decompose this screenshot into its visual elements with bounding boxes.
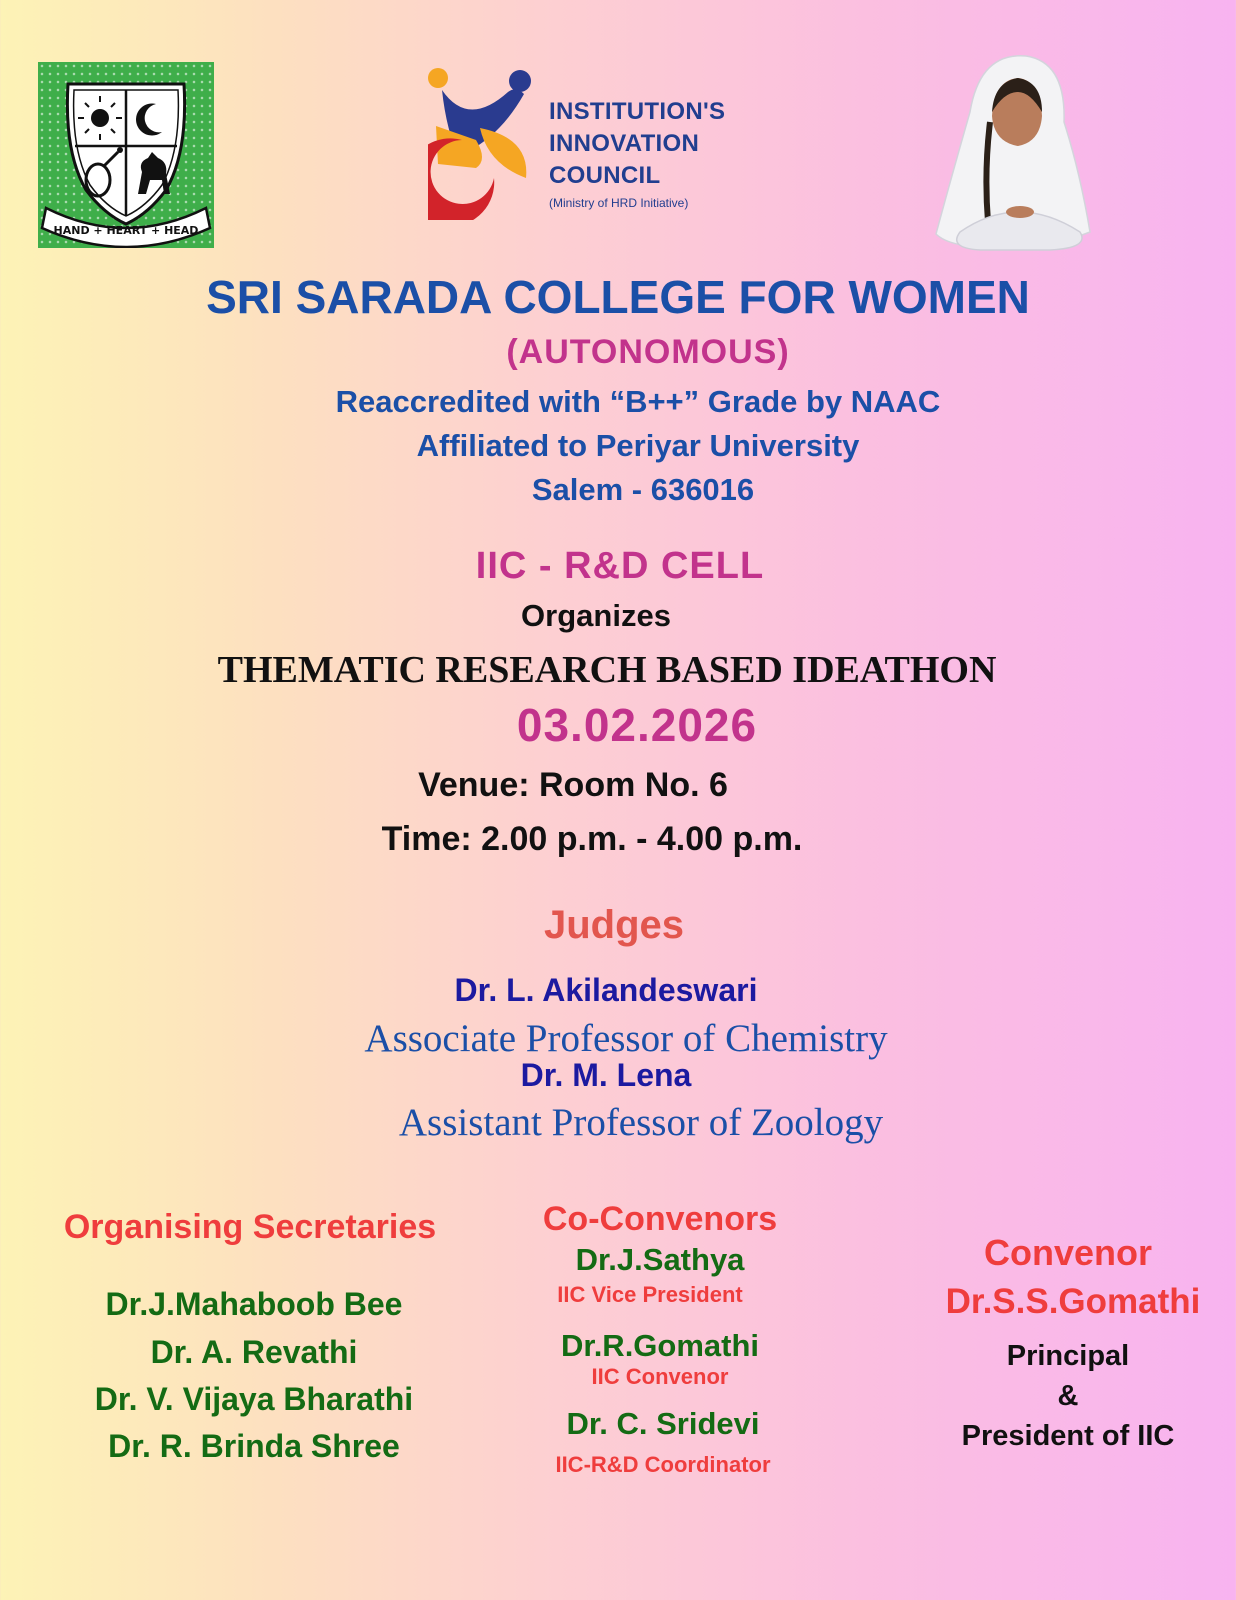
- convenor-role-principal: Principal: [1006, 1340, 1130, 1372]
- shield-icon: [38, 62, 214, 248]
- college-name: SRI SARADA COLLEGE FOR WOMEN: [206, 271, 1030, 323]
- judge-role-1: Associate Professor of Chemistry: [364, 1017, 888, 1060]
- iic-logo-icon: [428, 68, 538, 220]
- co-convenor-role-3: IIC-R&D Coordinator: [555, 1452, 771, 1477]
- organising-secretaries-heading: Organising Secretaries: [63, 1208, 437, 1246]
- affiliation-text: Affiliated to Periyar University: [416, 428, 860, 463]
- judges-heading: Judges: [543, 903, 685, 947]
- person-icon: [930, 52, 1106, 252]
- co-convenor-name-2: Dr.R.Gomathi: [560, 1328, 760, 1363]
- iic-line-1: INSTITUTION'S: [549, 98, 726, 125]
- iic-logo: [428, 68, 538, 220]
- event-venue: Venue: Room No. 6: [418, 766, 728, 804]
- convenor-heading: Convenor: [983, 1232, 1152, 1273]
- judge-name-1: Dr. L. Akilandeswari: [454, 972, 758, 1008]
- secretary-name-1: Dr.J.Mahaboob Bee: [105, 1286, 403, 1322]
- judge-role-2: Assistant Professor of Zoology: [398, 1101, 884, 1144]
- location-text: Salem - 636016: [531, 472, 755, 507]
- co-convenor-role-2: IIC Convenor: [591, 1364, 729, 1389]
- secretary-name-4: Dr. R. Brinda Shree: [108, 1428, 400, 1464]
- event-date: 03.02.2026: [516, 699, 758, 751]
- organizes-label: Organizes: [521, 598, 671, 633]
- autonomous-label: (AUTONOMOUS): [506, 333, 790, 371]
- college-emblem: [38, 62, 214, 248]
- iic-subtitle: (Ministry of HRD Initiative): [549, 196, 689, 210]
- iic-title: [549, 96, 725, 212]
- convenor-role-president: President of IIC: [961, 1420, 1175, 1452]
- convenor-name: Dr.S.S.Gomathi: [945, 1282, 1201, 1321]
- svg-text:HAND + HEART + HEAD: HAND + HEART + HEAD: [53, 224, 199, 237]
- secretary-name-3: Dr. V. Vijaya Bharathi: [94, 1381, 414, 1417]
- co-convenor-name-1: Dr.J.Sathya: [575, 1242, 745, 1277]
- secretary-name-2: Dr. A. Revathi: [150, 1334, 358, 1370]
- event-title: THEMATIC RESEARCH BASED IDEATHON: [217, 649, 997, 691]
- co-convenors-heading: Co-Convenors: [542, 1200, 778, 1238]
- judge-name-2: Dr. M. Lena: [520, 1057, 692, 1093]
- cell-title: IIC - R&D CELL: [475, 545, 765, 587]
- iic-line-2: INNOVATION: [549, 130, 700, 157]
- event-time: Time: 2.00 p.m. - 4.00 p.m.: [381, 820, 803, 858]
- portrait-image: [930, 52, 1106, 252]
- co-convenor-role-1: IIC Vice President: [557, 1282, 743, 1307]
- iic-line-3: COUNCIL: [549, 162, 661, 189]
- co-convenor-name-3: Dr. C. Sridevi: [566, 1406, 760, 1441]
- convenor-ampersand: &: [1057, 1380, 1079, 1412]
- accreditation-text: Reaccredited with “B++” Grade by NAAC: [335, 384, 941, 419]
